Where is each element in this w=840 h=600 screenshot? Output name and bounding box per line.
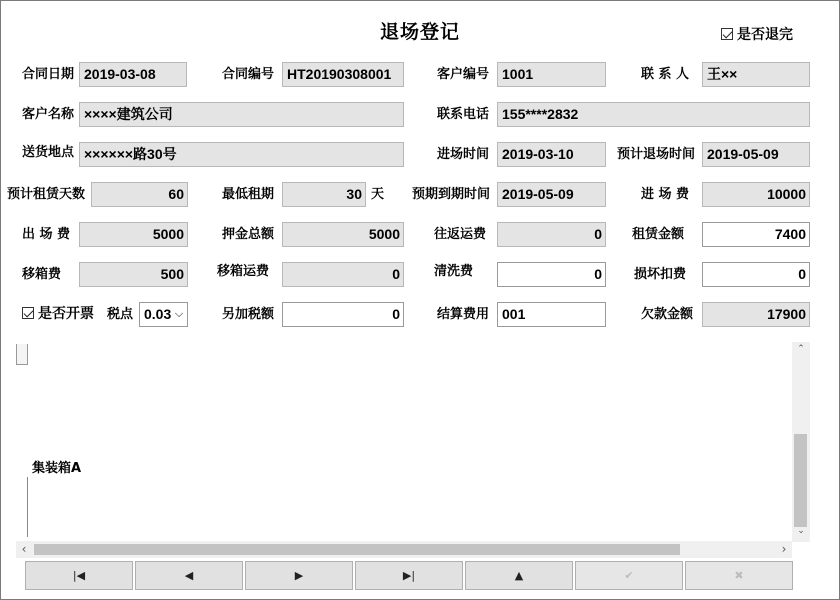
tax-rate-label: 税点 (107, 307, 134, 322)
contract-date-label: 合同日期 (22, 67, 75, 82)
prev-record-button[interactable] (135, 561, 243, 590)
up-button[interactable] (465, 561, 573, 590)
damage-field[interactable]: 0 (702, 262, 810, 287)
checkbox-checked-icon (721, 28, 733, 40)
page-title: 退场登记 (379, 21, 460, 43)
returned-checkbox[interactable] (721, 25, 793, 45)
up-arrow-icon: ▲ (514, 569, 524, 582)
close-icon: ✖ (734, 569, 744, 582)
first-record-button[interactable] (25, 561, 133, 590)
address-label: 送货地点 (22, 145, 75, 160)
detail-grid[interactable] (14, 340, 810, 558)
scroll-right-icon[interactable]: › (781, 542, 787, 556)
grid-row-selector[interactable] (16, 344, 28, 365)
move-fee-field[interactable]: 500 (79, 262, 188, 287)
cleaning-field[interactable]: 0 (497, 262, 606, 287)
next-record-icon: ▶ (294, 569, 304, 582)
move-fee-label: 移箱费 (22, 267, 62, 282)
last-record-icon: ▶| (402, 569, 416, 582)
arrears-label: 欠款金额 (641, 307, 694, 322)
min-period-unit: 天 (371, 187, 385, 202)
move-freight-label: 移箱运费 (217, 264, 270, 279)
invoice-checkbox[interactable] (22, 304, 94, 324)
cancel-button[interactable] (685, 561, 793, 590)
address-field[interactable]: ××××××路30号 (79, 142, 404, 167)
invoice-checkbox-label: 是否开票 (38, 306, 94, 322)
customer-name-field[interactable]: ××××建筑公司 (79, 102, 404, 127)
last-record-button[interactable] (355, 561, 463, 590)
returned-checkbox-label: 是否退完 (737, 27, 793, 43)
settle-fee-field[interactable]: 001 (497, 302, 606, 327)
checkmark-icon: ✔ (624, 569, 634, 582)
tax-rate-value: 0.03 (144, 306, 172, 322)
next-record-button[interactable] (245, 561, 353, 590)
checkbox-checked-icon (22, 307, 34, 319)
first-record-icon: |◀ (72, 569, 86, 582)
scroll-down-icon[interactable]: ⌄ (797, 526, 805, 536)
round-trip-label: 往返运费 (434, 227, 487, 242)
entry-fee-field[interactable]: 10000 (702, 182, 810, 207)
extra-tax-field[interactable]: 0 (282, 302, 404, 327)
prev-record-icon: ◀ (184, 569, 194, 582)
customer-no-label: 客户编号 (437, 67, 490, 82)
settle-fee-label: 结算费用 (437, 307, 490, 322)
cleaning-label: 清洗费 (434, 264, 474, 279)
vertical-scroll-thumb[interactable] (794, 434, 807, 527)
due-time-label: 预期到期时间 (412, 187, 491, 202)
scroll-left-icon[interactable]: ‹ (21, 542, 27, 556)
customer-no-field[interactable]: 1001 (497, 62, 606, 87)
contact-field[interactable]: 王×× (702, 62, 810, 87)
tax-rate-select[interactable] (139, 302, 188, 327)
confirm-button[interactable] (575, 561, 683, 590)
grid-group-label: 集装箱A (32, 461, 82, 476)
contract-date-field[interactable]: 2019-03-08 (79, 62, 187, 87)
exit-fee-field[interactable]: 5000 (79, 222, 188, 247)
entry-time-field[interactable]: 2019-03-10 (497, 142, 606, 167)
min-period-field[interactable]: 30 (282, 182, 366, 207)
contact-label: 联 系 人 (641, 67, 690, 82)
phone-label: 联系电话 (437, 107, 490, 122)
deposit-field[interactable]: 5000 (282, 222, 404, 247)
chevron-down-icon: ⌵ (174, 308, 184, 320)
damage-label: 损坏扣费 (634, 267, 687, 282)
due-time-field[interactable]: 2019-05-09 (497, 182, 606, 207)
contract-no-label: 合同编号 (222, 67, 275, 82)
phone-field[interactable]: 155****2832 (497, 102, 810, 127)
scroll-up-icon[interactable]: ⌃ (797, 344, 805, 354)
expected-days-field[interactable]: 60 (91, 182, 188, 207)
rent-amount-label: 租赁金额 (632, 227, 685, 242)
exit-fee-label: 出 场 费 (22, 227, 71, 242)
expected-exit-label: 预计退场时间 (617, 147, 696, 162)
horizontal-scrollbar[interactable] (16, 541, 792, 558)
rent-amount-field[interactable]: 7400 (702, 222, 810, 247)
entry-time-label: 进场时间 (437, 147, 490, 162)
expected-exit-field[interactable]: 2019-05-09 (702, 142, 810, 167)
customer-name-label: 客户名称 (22, 107, 75, 122)
vertical-scrollbar[interactable] (792, 342, 810, 542)
horizontal-scroll-thumb[interactable] (34, 544, 680, 555)
move-freight-field[interactable]: 0 (282, 262, 404, 287)
extra-tax-label: 另加税额 (222, 307, 275, 322)
min-period-label: 最低租期 (222, 187, 275, 202)
grid-divider (27, 477, 28, 537)
arrears-field[interactable]: 17900 (702, 302, 810, 327)
round-trip-field[interactable]: 0 (497, 222, 606, 247)
deposit-label: 押金总额 (222, 227, 275, 242)
expected-days-label: 预计租赁天数 (7, 187, 86, 202)
entry-fee-label: 进 场 费 (641, 187, 690, 202)
contract-no-field[interactable]: HT20190308001 (282, 62, 404, 87)
